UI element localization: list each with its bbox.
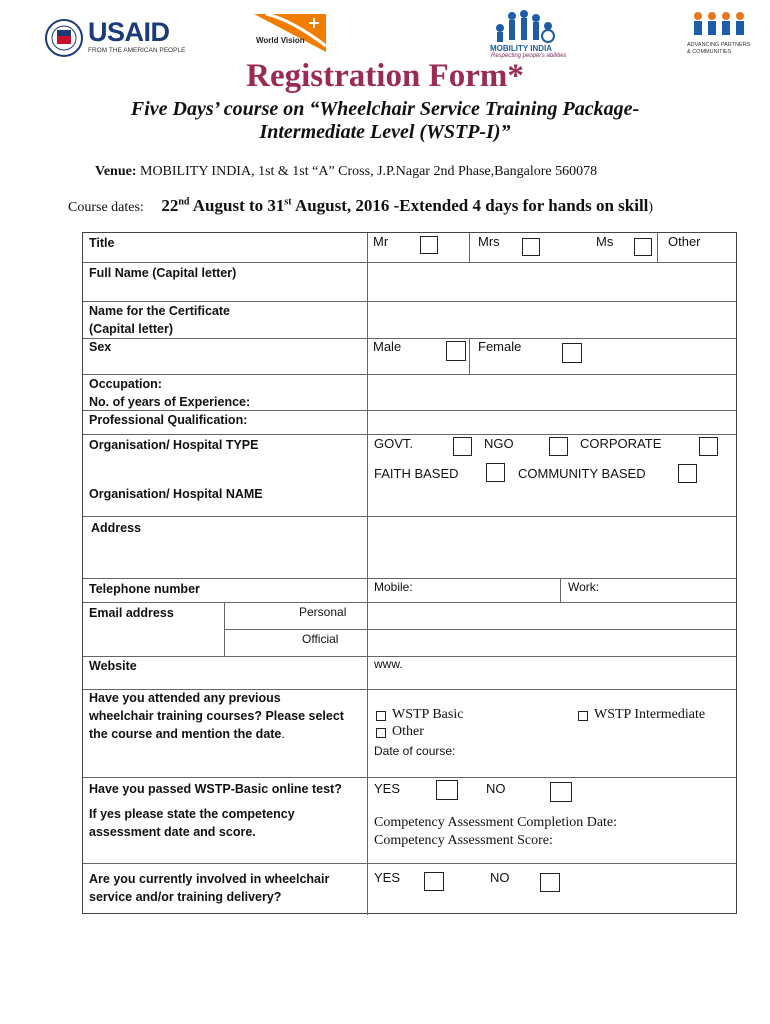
- org-govt-checkbox[interactable]: [453, 437, 472, 456]
- title-option-mrs: Mrs: [478, 234, 500, 249]
- sex-female-checkbox[interactable]: [562, 343, 582, 363]
- mobile-label: Mobile:: [374, 580, 413, 594]
- title-label: Title: [89, 236, 115, 250]
- course-subtitle-line-2: Intermediate Level (WSTP-I)”: [259, 121, 511, 143]
- competency-label-1: If yes please state the competency: [89, 807, 295, 821]
- org-type-ngo: NGO: [484, 436, 514, 451]
- date-close-paren: ): [648, 200, 654, 215]
- involved-no-label: NO: [490, 870, 510, 885]
- venue-label: Venue:: [95, 164, 137, 179]
- usaid-tagline: FROM THE AMERICAN PEOPLE: [88, 47, 186, 54]
- passed-yes-label: YES: [374, 781, 401, 796]
- competency-date-label: Competency Assessment Completion Date:: [374, 815, 618, 830]
- involved-no-checkbox[interactable]: [540, 873, 560, 892]
- passed-no-label: NO: [486, 781, 506, 796]
- org-name-label: Organisation/ Hospital NAME: [89, 487, 263, 501]
- org-type-label: Organisation/ Hospital TYPE: [89, 438, 259, 452]
- course-dates-label: Course dates:: [68, 200, 144, 215]
- wstp-other-checkbox[interactable]: [376, 728, 386, 738]
- title-option-other: Other: [668, 234, 701, 249]
- org-type-govt: GOVT.: [374, 436, 414, 451]
- wstp-basic-label: WSTP Basic: [392, 707, 464, 722]
- title-ms-checkbox[interactable]: [634, 238, 652, 256]
- title-mr-checkbox[interactable]: [420, 236, 438, 254]
- venue-text: MOBILITY INDIA, 1st & 1st “A” Cross, J.P.Nagar 2nd Phase,Bangalore 560078: [140, 164, 598, 179]
- work-label: Work:: [568, 580, 600, 594]
- usaid-logo-text: USAID: [88, 17, 170, 47]
- certificate-name-sublabel: (Capital letter): [89, 322, 174, 336]
- wstp-other-label: Other: [392, 724, 424, 739]
- website-value[interactable]: www.: [374, 657, 403, 671]
- course-subtitle: [0, 98, 770, 144]
- passed-no-checkbox[interactable]: [550, 782, 572, 802]
- prev-training-label-3-text: the course and mention the date: [89, 727, 282, 741]
- passed-test-label: Have you passed WSTP-Basic online test?: [89, 782, 342, 796]
- experience-label: No. of years of Experience:: [89, 395, 251, 409]
- qualification-label: Professional Qualification:: [89, 413, 248, 427]
- worldvision-logo-icon: [252, 12, 328, 54]
- prev-training-label-dot: .: [281, 727, 285, 741]
- org-faith-based-checkbox[interactable]: [486, 463, 505, 482]
- address-field[interactable]: [368, 517, 736, 577]
- certificate-name-field[interactable]: [368, 301, 736, 336]
- competency-label-2: assessment date and score.: [89, 825, 256, 839]
- involved-label-2: service and/or training delivery?: [89, 890, 282, 904]
- date-range-text: August to 31: [192, 196, 285, 215]
- org-ngo-checkbox[interactable]: [549, 437, 568, 456]
- mobility-india-logo-text: MOBILITY INDIA: [490, 44, 553, 53]
- course-dates-value: [161, 196, 648, 215]
- involved-yes-checkbox[interactable]: [424, 872, 444, 891]
- address-label: Address: [91, 521, 142, 535]
- sex-option-female: Female: [478, 339, 522, 354]
- usaid-seal-icon: [44, 18, 84, 58]
- org-type-community-based: COMMUNITY BASED: [518, 466, 646, 481]
- competency-score-label: Competency Assessment Score:: [374, 833, 553, 848]
- involved-label-1: Are you currently involved in wheelchair: [89, 872, 330, 886]
- title-mrs-checkbox[interactable]: [522, 238, 540, 256]
- apc-logo-text-1: ADVANCING PARTNERS: [687, 42, 751, 48]
- certificate-name-label: Name for the Certificate: [89, 304, 231, 318]
- worldvision-logo-text: World Vision: [256, 36, 305, 45]
- date-start-suffix: nd: [178, 196, 190, 208]
- sex-option-male: Male: [373, 339, 402, 354]
- title-option-mr: Mr: [373, 234, 389, 249]
- prev-training-label-3: [89, 725, 285, 743]
- apc-logo-icon: [690, 10, 750, 40]
- email-official-field[interactable]: [368, 629, 736, 654]
- passed-yes-checkbox[interactable]: [436, 780, 458, 800]
- mobility-india-tagline: Respecting people's abilities: [491, 53, 567, 59]
- form-title: Registration Form*: [246, 58, 524, 94]
- org-type-corporate: CORPORATE: [580, 436, 662, 451]
- venue-line: [95, 164, 597, 180]
- full-name-label: Full Name (Capital letter): [89, 266, 237, 280]
- course-subtitle-line-1: Five Days’ course on “Wheelchair Service Training Package-: [130, 98, 640, 120]
- title-option-ms: Ms: [596, 234, 614, 249]
- org-corporate-checkbox[interactable]: [699, 437, 718, 456]
- org-type-faith-based: FAITH BASED: [374, 466, 459, 481]
- date-of-course-label: Date of course:: [374, 744, 456, 758]
- wstp-intermediate-checkbox[interactable]: [578, 711, 588, 721]
- website-label: Website: [89, 659, 137, 673]
- telephone-label: Telephone number: [89, 582, 200, 596]
- email-personal-field[interactable]: [368, 602, 736, 627]
- mobility-india-figures-icon: [490, 6, 560, 44]
- involved-yes-label: YES: [374, 870, 401, 885]
- sex-male-checkbox[interactable]: [446, 341, 466, 361]
- email-label: Email address: [89, 606, 174, 620]
- prev-training-label-1: Have you attended any previous: [89, 691, 281, 705]
- apc-logo-text-2: & COMMUNITIES: [687, 49, 732, 55]
- date-start-day: 22: [161, 196, 179, 215]
- occupation-label: Occupation:: [89, 377, 162, 391]
- date-rest-text: August, 2016 -Extended 4 days for hands on skill: [294, 196, 649, 215]
- course-dates-line: [68, 196, 653, 216]
- wstp-intermediate-label: WSTP Intermediate: [594, 707, 706, 722]
- full-name-field[interactable]: [368, 263, 736, 300]
- prev-training-label-2: wheelchair training courses? Please select: [89, 709, 344, 723]
- date-end-suffix: st: [284, 196, 292, 208]
- email-official-label: Official: [302, 632, 339, 646]
- email-personal-label: Personal: [299, 605, 347, 619]
- org-community-based-checkbox[interactable]: [678, 464, 697, 483]
- sex-label: Sex: [89, 340, 112, 354]
- wstp-basic-checkbox[interactable]: [376, 711, 386, 721]
